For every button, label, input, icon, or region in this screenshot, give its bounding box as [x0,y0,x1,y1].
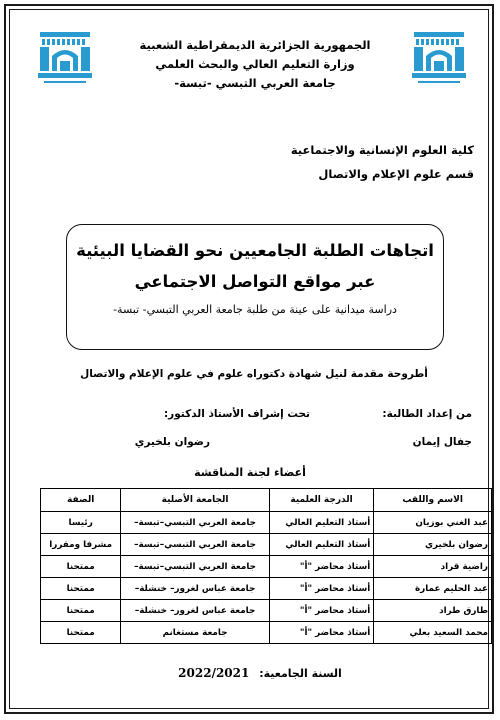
member-university: جامعة العربي التبسي–تبسة– [121,534,270,556]
faculty-name: كلية العلوم الإنسانية والاجتماعية [290,143,474,157]
column-header-name: الاسم واللقب [374,489,492,512]
thesis-note: أطروحة مقدمة لنيل شهادة دكتوراه علوم في علوم الإعلام والاتصال [80,368,428,380]
member-name: راضية قراد [374,556,492,578]
academic-year-label: السنة الجامعية: [259,667,342,680]
committee-title: أعضاء لجنة المناقشة [194,466,306,479]
thesis-subtitle: دراسة ميدانية على عينة من طلبة جامعة العربي التبسي- تبسة- [113,303,397,316]
member-degree: أستاذ محاضر "أ" [269,556,374,578]
academic-year [150,666,370,680]
member-degree: أستاذ التعليم العالي [269,512,374,534]
department-name: قسم علوم الإعلام والاتصال [318,167,474,181]
member-university: جامعة العربي التبسي–تبسة– [121,512,270,534]
academic-year-value: 2022/2021 [178,666,250,680]
column-header-university: الجامعة الأصلية [121,489,270,512]
member-name: رضوان بلخيري [374,534,492,556]
header-country: الجمهورية الجزائرية الديمقراطية الشعبية [139,38,371,52]
member-university: جامعة مستغانم [121,622,270,644]
member-name: طارق طراد [374,600,492,622]
column-header-degree: الدرجة العلمية [269,489,374,512]
supervisor-name: رضوان بلخيري [134,436,210,448]
table-row [41,600,492,622]
committee-table [40,488,492,644]
member-role: ممتحنا [41,600,121,622]
column-header-role: الصفة [41,489,121,512]
member-university: جامعة العربي التبسي–تبسة– [121,556,270,578]
thesis-title-line2: عبر مواقع التواصل الاجتماعي [134,272,376,291]
table-row [41,512,492,534]
member-degree: أستاذ محاضر "أ" [269,622,374,644]
member-role: ممتحنا [41,556,121,578]
table-row [41,556,492,578]
member-role: ممتحنا [41,578,121,600]
table-row [41,534,492,556]
member-name: عبد الحليم عمارة [374,578,492,600]
member-role: رئيسا [41,512,121,534]
university-logo-icon [34,28,96,88]
student-name: جفال إيمان [412,436,472,448]
header-university: جامعة العربي التبسي -تبسة- [174,76,336,90]
thesis-title-line1: اتجاهات الطلبة الجامعيين نحو القضايا البيئية [76,241,434,260]
member-name: عبد الغني بوزيان [374,512,492,534]
member-degree: أستاذ محاضر "أ" [269,578,374,600]
member-name: محمد السعيد بعلي [374,622,492,644]
member-role: ممتحنا [41,622,121,644]
table-row [41,578,492,600]
header-block [110,36,400,93]
table-header-row [41,489,492,512]
member-degree: أستاذ محاضر "أ" [269,600,374,622]
member-degree: أستاذ التعليم العالي [269,534,374,556]
supervisor-label: تحت إشراف الأستاذ الدكتور: [163,408,310,420]
table-row [41,622,492,644]
university-logo-icon [408,28,470,88]
member-role: مشرفا ومقررا [41,534,121,556]
student-label: من إعداد الطالبة: [382,408,472,420]
member-university: جامعة عباس لغرور– خنشلة– [121,578,270,600]
member-university: جامعة عباس لغرور– خنشلة– [121,600,270,622]
faculty-block [174,138,474,186]
thesis-title-box [66,224,444,350]
header-ministry: وزارة التعليم العالي والبحث العلمي [155,57,355,71]
